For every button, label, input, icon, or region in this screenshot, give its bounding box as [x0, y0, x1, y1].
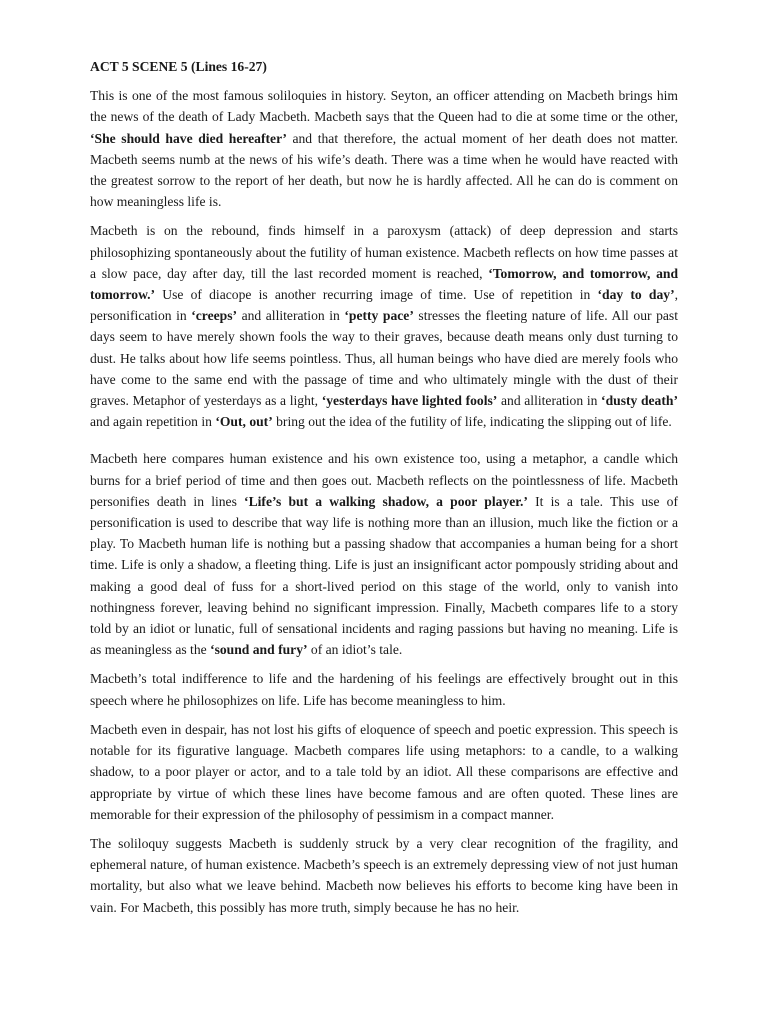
text-run: and alliteration in [237, 308, 345, 324]
quoted-phrase: ‘Tomorrow, and tomorrow, and tomorrow.’ [90, 265, 679, 303]
text-run: Macbeth here compares human existence and his own existence too, using a metaphor, a candle which burns for a brief period of time and then goes out. Macbeth reflects on the pointlessness of life. Macbeth personifies death in lines [90, 451, 678, 509]
paragraph-news-of-death [90, 85, 678, 212]
text-run: of an idiot’s tale. [307, 642, 403, 658]
text-run: and alliteration in [497, 393, 602, 409]
quoted-phrase: ‘Out, out’ [215, 414, 273, 430]
scene-heading: ACT 5 SCENE 5 (Lines 16-27) [90, 59, 267, 74]
text-run: bring out the idea of the futility of life, indicating the slipping out of life. [272, 414, 672, 430]
text-run: Macbeth even in despair, has not lost his gifts of eloquence of speech and poetic expression. This speech is notable for its figurative language. Macbeth compares life using metaphors: to a candle, to a walking shadow, to a poor player or actor, and to a tale told by an idiot. All these comparisons are effective and appropriate by virtue of which these lines have become famous and are often quoted. These lines are memorable for their expression of the philosophy of pessimism in a compact manner. [90, 721, 678, 822]
quoted-phrase: ‘sound and fury’ [210, 642, 308, 658]
quoted-phrase: ‘petty pace’ [344, 308, 414, 324]
quoted-phrase: ‘Life’s but a walking shadow, a poor player.’ [244, 493, 528, 509]
paragraph-eloquence [90, 719, 678, 825]
text-run: This is one of the most famous soliloquies in history. Seyton, an officer attending on Macbeth brings him the news of the death of Lady Macbeth. Macbeth says that the Queen had to die at some time or the other, [90, 88, 678, 125]
text-run: and that therefore, the actual moment of her death does not matter. Macbeth seems numb at the news of his wife’s death. There was a time when he would have reacted with the greatest sorrow to the report of her death, but now he is hardly affected. All he can do is comment on how meaningless life is. [90, 130, 678, 210]
text-run: Macbeth is on the rebound, finds himself in a paroxysm (attack) of deep depression and starts philosophizing spontaneously about the futility of human existence. Macbeth reflects on how time passes at a slow pace, day after day, till the last recorded moment is reached, [90, 223, 678, 281]
paragraph-walking-shadow [90, 448, 678, 660]
paragraph-tomorrow [90, 220, 678, 432]
text-run: , personification in [90, 287, 678, 324]
quoted-phrase: ‘yesterdays have lighted fools’ [321, 393, 498, 409]
document-page [90, 56, 678, 926]
quoted-phrase: ‘creeps’ [191, 308, 238, 324]
text-run: Use of diacope is another recurring image of time. Use of repetition in [155, 287, 598, 303]
quoted-phrase: ‘She should have died hereafter’ [90, 130, 287, 146]
text-run: It is a tale. This use of personification is used to describe that way life is nothing more than an illusion, much like the fiction or a play. To Macbeth human life is nothing but a passing shadow that accompanies a human being for a short time. Life is only a shadow, a fleeting thing. Life is just an insignificant actor pompously striding about and making a good deal of fuss for a short-lived period on this stage of the world, only to vanish into nothingness forever, leaving behind no significant impression. Finally, Macbeth compares life to a story told by an idiot or lunatic, full of sensational incidents and raging passions but having no meaning. Life is as meaningless as the [90, 493, 678, 658]
paragraph-fragility [90, 833, 678, 918]
text-run: The soliloquy suggests Macbeth is suddenly struck by a very clear recognition of the fragility, and ephemeral nature, of human existence. Macbeth’s speech is an extremely depressing view of not just human mortality, but also what we leave behind. Macbeth now believes his efforts to become king have been in vain. For Macbeth, this possibly has more truth, simply because he has no heir. [90, 835, 678, 915]
quoted-phrase: ‘day to day’ [597, 287, 675, 303]
text-run: stresses the fleeting nature of life. All our past days seem to have merely shown fools the way to their graves, because death means only dust turning to dust. He talks about how life seems pointless. Thus, all human beings who have died are merely fools who have come to the same end with the passage of time and who ultimately mingle with the dust of their graves. Metaphor of yesterdays as a light, [90, 308, 678, 409]
text-run: Macbeth’s total indifference to life and the hardening of his feelings are effectively brought out in this speech where he philosophizes on life. Life has become meaningless to him. [90, 671, 678, 708]
text-run: and again repetition in [90, 414, 216, 430]
paragraph-indifference [90, 668, 678, 710]
quoted-phrase: ‘dusty death’ [601, 393, 678, 409]
